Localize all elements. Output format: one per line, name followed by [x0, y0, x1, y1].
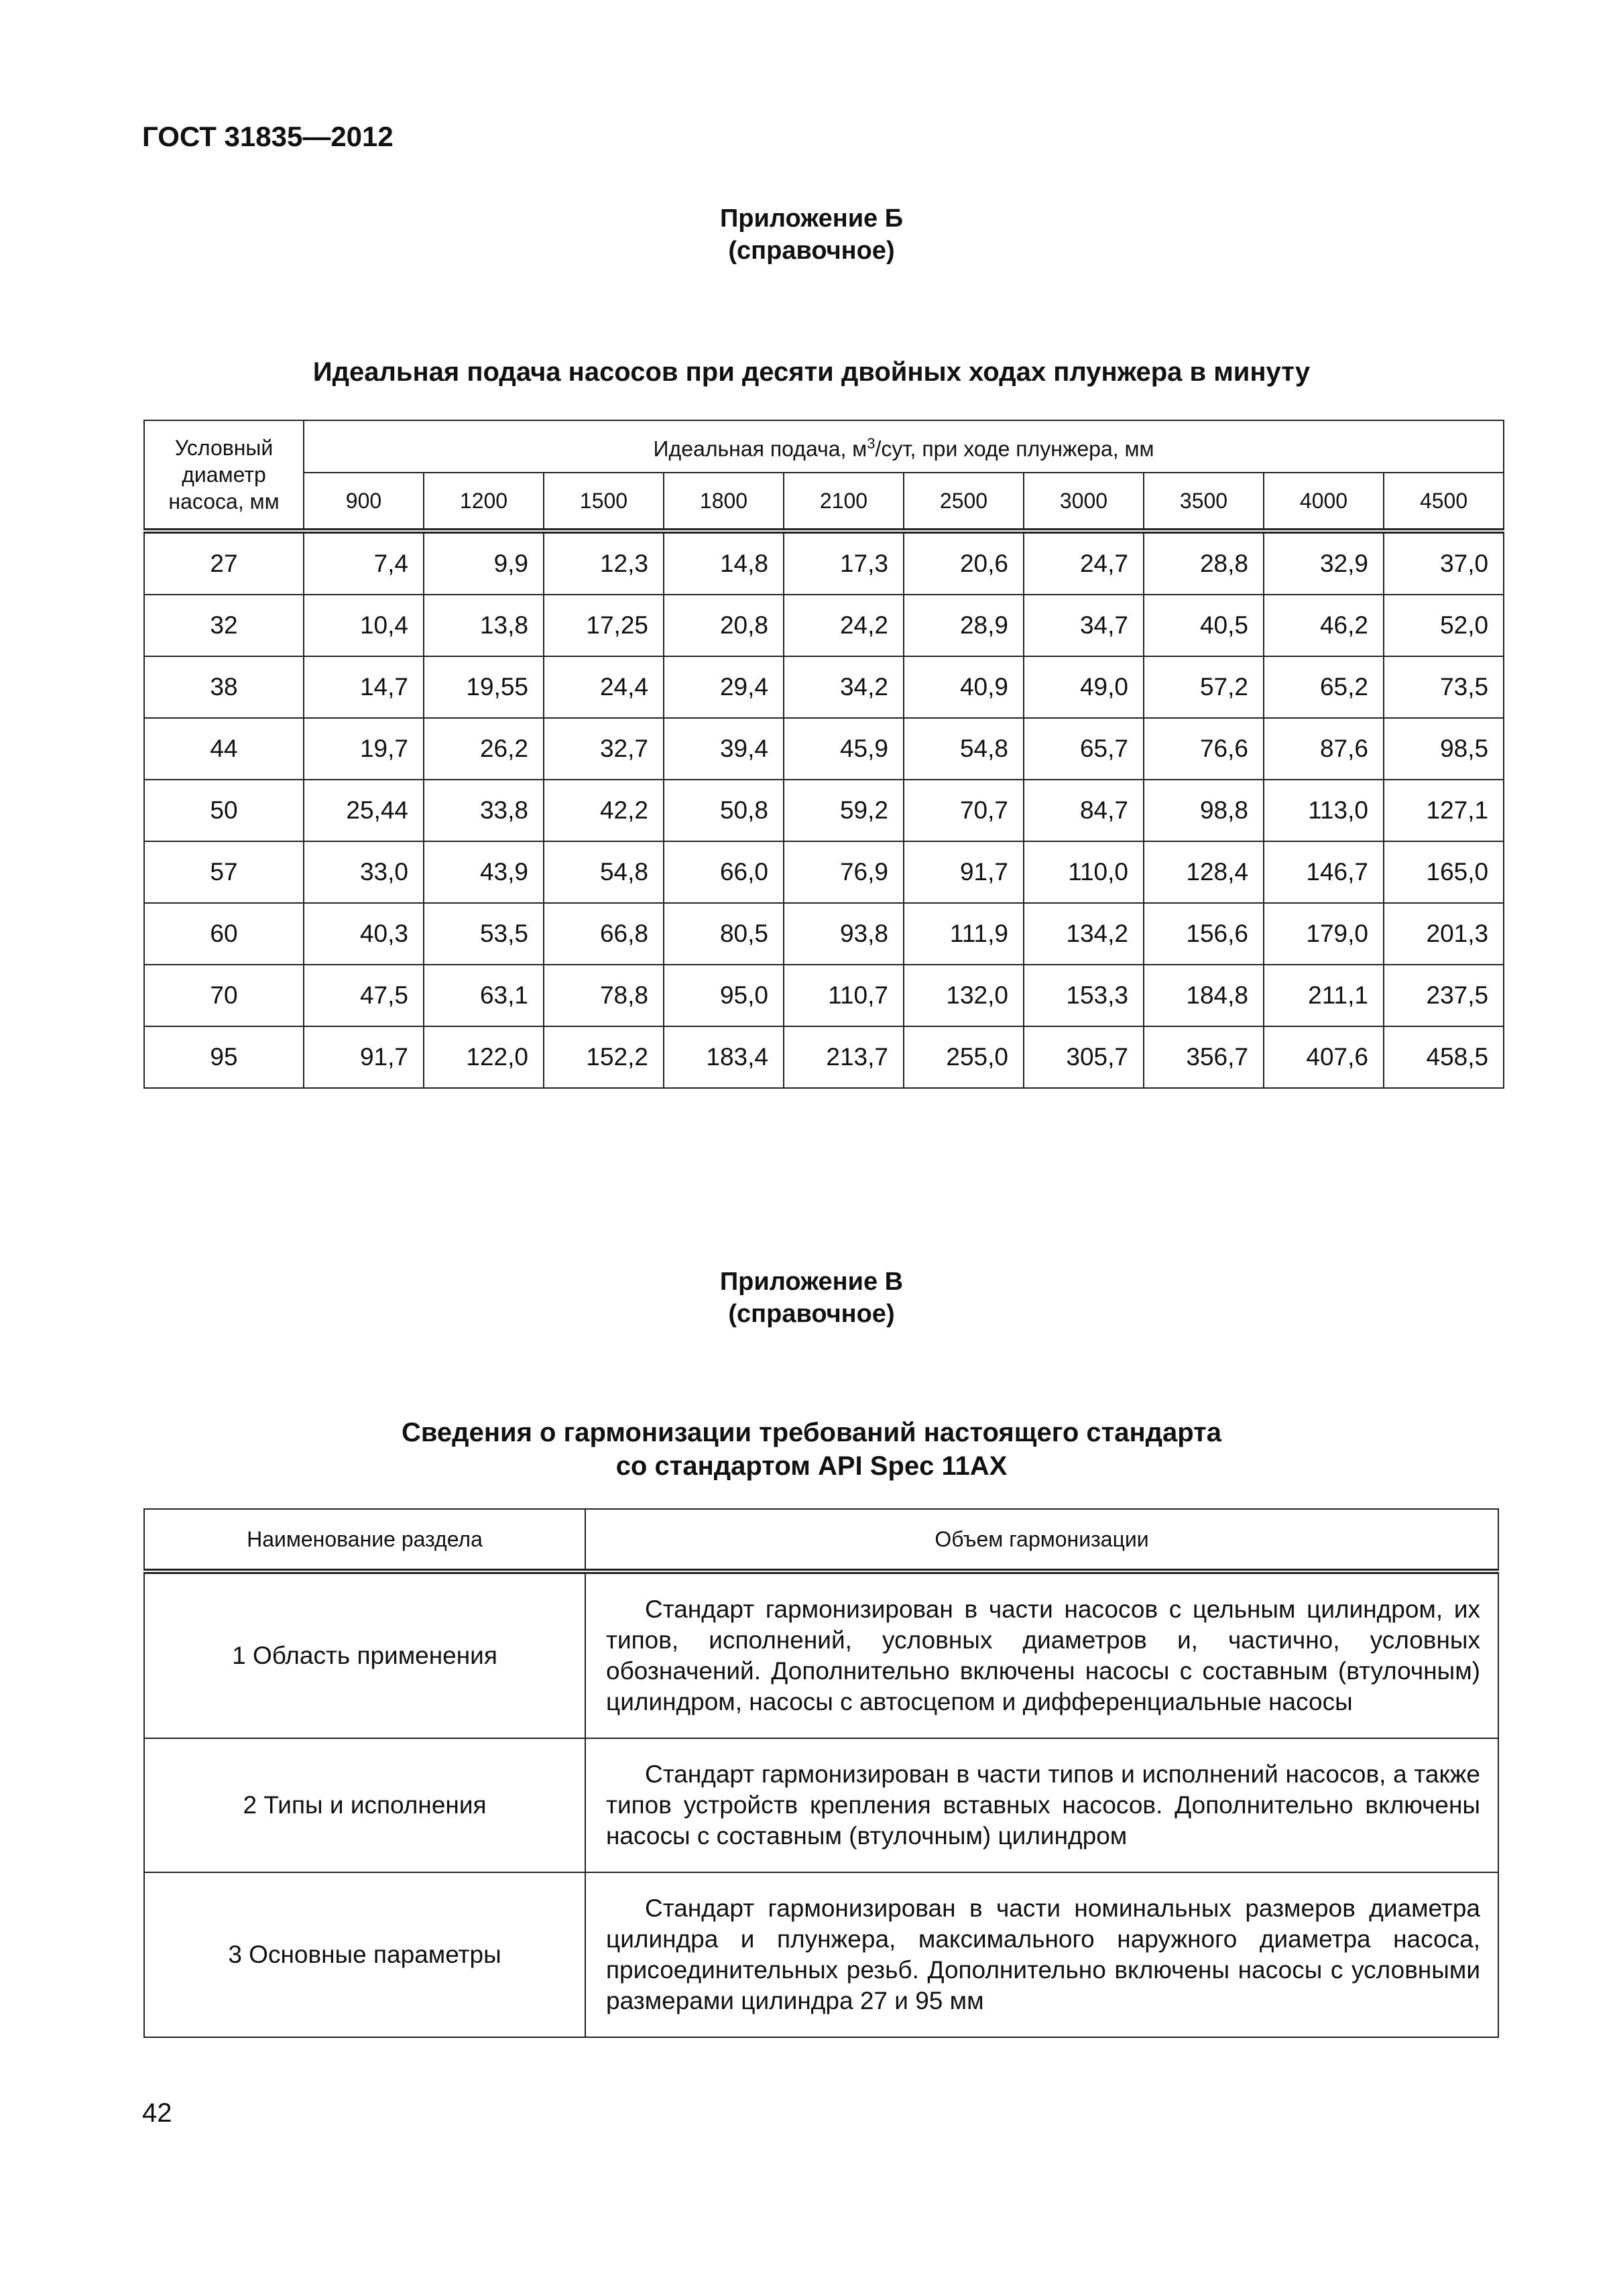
feed-value-cell: 153,3 [1024, 965, 1144, 1026]
feed-group-header: Идеальная подача, $м^3$/сут, при ходе плунжера, мм [304, 420, 1504, 473]
feed-value-cell: 128,4 [1144, 841, 1264, 903]
feed-value-cell: 146,7 [1264, 841, 1384, 903]
feed-value-cell: 43,9 [424, 841, 544, 903]
annex-b-heading: Идеальная подача насосов при десяти двойных ходах плунжера в минуту [312, 357, 1311, 387]
section-name-header: Наименование раздела [144, 1509, 585, 1571]
feed-value-cell: 47,5 [304, 965, 424, 1026]
feed-value-cell: 91,7 [904, 841, 1024, 903]
annex-v-subtitle: (справочное) [728, 1300, 895, 1328]
annex-b-subtitle: (справочное) [728, 237, 895, 265]
harmonization-scope-header: Объем гармонизации [585, 1509, 1498, 1571]
feed-value-cell: 213,7 [784, 1026, 904, 1088]
stroke-column-header: 3500 [1144, 473, 1264, 531]
feed-value-cell: 211,1 [1264, 965, 1384, 1026]
feed-value-cell: 127,1 [1384, 780, 1504, 841]
feed-value-cell: 39,4 [664, 718, 784, 780]
feed-value-cell: 46,2 [1264, 595, 1384, 656]
table-row [144, 718, 1504, 780]
feed-value-cell: 407,6 [1264, 1026, 1384, 1088]
feed-value-cell: 66,8 [544, 903, 664, 965]
feed-value-cell: 28,8 [1144, 531, 1264, 595]
feed-value-cell: 17,3 [784, 531, 904, 595]
table-row [144, 780, 1504, 841]
feed-value-cell: 122,0 [424, 1026, 544, 1088]
diameter-cell: 38 [144, 656, 304, 718]
diameter-cell: 32 [144, 595, 304, 656]
feed-value-cell: 28,9 [904, 595, 1024, 656]
feed-value-cell: 42,2 [544, 780, 664, 841]
feed-value-cell: 29,4 [664, 656, 784, 718]
feed-value-cell: 458,5 [1384, 1026, 1504, 1088]
feed-value-cell: 255,0 [904, 1026, 1024, 1088]
feed-value-cell: 132,0 [904, 965, 1024, 1026]
feed-value-cell: 17,25 [544, 595, 664, 656]
feed-value-cell: 113,0 [1264, 780, 1384, 841]
feed-value-cell: 184,8 [1144, 965, 1264, 1026]
feed-value-cell: 24,7 [1024, 531, 1144, 595]
diameter-cell: 44 [144, 718, 304, 780]
feed-value-cell: 19,7 [304, 718, 424, 780]
feed-value-cell: 14,7 [304, 656, 424, 718]
feed-value-cell: 34,2 [784, 656, 904, 718]
feed-value-cell: 305,7 [1024, 1026, 1144, 1088]
table-row [144, 965, 1504, 1026]
harmonization-text: Стандарт гармонизирован в части номинальных размеров диаметра цилиндра и плунжера, максимального наружного диаметра насоса, присоединительных резьб. Дополнительно включены насосы с условными размерами цилиндра 27 и 95 мм [606, 1894, 1480, 2014]
feed-value-cell: 165,0 [1384, 841, 1504, 903]
feed-value-cell: 63,1 [424, 965, 544, 1026]
feed-value-cell: 73,5 [1384, 656, 1504, 718]
feed-value-cell: 26,2 [424, 718, 544, 780]
harmonization-scope-cell [585, 1738, 1498, 1872]
table-row [144, 1738, 1498, 1872]
stroke-column-header: 2500 [904, 473, 1024, 531]
feed-value-cell: 37,0 [1384, 531, 1504, 595]
diameter-cell: 60 [144, 903, 304, 965]
diameter-cell: 70 [144, 965, 304, 1026]
feed-value-cell: 70,7 [904, 780, 1024, 841]
feed-value-cell: 80,5 [664, 903, 784, 965]
feed-value-cell: 179,0 [1264, 903, 1384, 965]
feed-value-cell: 65,7 [1024, 718, 1144, 780]
feed-value-cell: 93,8 [784, 903, 904, 965]
feed-value-cell: 24,4 [544, 656, 664, 718]
feed-value-cell: 76,6 [1144, 718, 1264, 780]
feed-value-cell: 24,2 [784, 595, 904, 656]
feed-value-cell: 33,8 [424, 780, 544, 841]
feed-value-cell: 66,0 [664, 841, 784, 903]
section-name-cell: 1 Область применения [144, 1571, 585, 1738]
feed-value-cell: 237,5 [1384, 965, 1504, 1026]
stroke-column-header: 1800 [664, 473, 784, 531]
document-code: ГОСТ 31835—2012 [142, 121, 394, 152]
harmonization-scope-cell [585, 1571, 1498, 1738]
feed-value-cell: 54,8 [544, 841, 664, 903]
feed-value-cell: 87,6 [1264, 718, 1384, 780]
section-name-cell: 3 Основные параметры [144, 1872, 585, 2037]
feed-value-cell: 45,9 [784, 718, 904, 780]
feed-value-cell: 156,6 [1144, 903, 1264, 965]
feed-value-cell: 110,0 [1024, 841, 1144, 903]
feed-value-cell: 111,9 [904, 903, 1024, 965]
feed-value-cell: 98,8 [1144, 780, 1264, 841]
page-number: 42 [142, 2098, 172, 2128]
feed-value-cell: 20,8 [664, 595, 784, 656]
table-row [144, 841, 1504, 903]
stroke-column-header: 4000 [1264, 473, 1384, 531]
feed-value-cell: 13,8 [424, 595, 544, 656]
feed-value-cell: 12,3 [544, 531, 664, 595]
annex-v-title: Приложение В [719, 1268, 904, 1296]
table-row [144, 1872, 1498, 2037]
table-row [144, 1571, 1498, 1738]
stroke-column-header: 1200 [424, 473, 544, 531]
feed-value-cell: 20,6 [904, 531, 1024, 595]
feed-value-cell: 78,8 [544, 965, 664, 1026]
feed-table [143, 420, 1504, 1089]
feed-value-cell: 134,2 [1024, 903, 1144, 965]
table-row [144, 595, 1504, 656]
feed-value-cell: 65,2 [1264, 656, 1384, 718]
stroke-column-header: 3000 [1024, 473, 1144, 531]
section-name-cell: 2 Типы и исполнения [144, 1738, 585, 1872]
feed-value-cell: 9,9 [424, 531, 544, 595]
stroke-column-header: 2100 [784, 473, 904, 531]
diameter-cell: 50 [144, 780, 304, 841]
feed-value-cell: 76,9 [784, 841, 904, 903]
feed-value-cell: 52,0 [1384, 595, 1504, 656]
feed-value-cell: 356,7 [1144, 1026, 1264, 1088]
harmonization-table [143, 1508, 1499, 2038]
feed-value-cell: 57,2 [1144, 656, 1264, 718]
feed-value-cell: 110,7 [784, 965, 904, 1026]
harmonization-text: Стандарт гармонизирован в части насосов с цельным цилиндром, их типов, исполнений, условных диаметров и, частично, условных обозначений. Дополнительно включены насосы с составным (втулочным) цилиндром, насосы с автосцепом и дифференциальные насосы [606, 1595, 1480, 1715]
feed-value-cell: 32,7 [544, 718, 664, 780]
feed-value-cell: 25,44 [304, 780, 424, 841]
annex-v-heading-line2: со стандартом API Spec 11AX [615, 1451, 1008, 1481]
feed-value-cell: 40,3 [304, 903, 424, 965]
feed-value-cell: 95,0 [664, 965, 784, 1026]
feed-value-cell: 59,2 [784, 780, 904, 841]
diameter-column-header: Условный диаметр насоса, мм [144, 420, 304, 531]
feed-value-cell: 84,7 [1024, 780, 1144, 841]
feed-value-cell: 183,4 [664, 1026, 784, 1088]
feed-value-cell: 53,5 [424, 903, 544, 965]
table-row [144, 656, 1504, 718]
table-row [144, 1026, 1504, 1088]
harmonization-scope-cell [585, 1872, 1498, 2037]
harmonization-text: Стандарт гармонизирован в части типов и исполнений насосов, а также типов устройств крепления вставных насосов. Дополнительно включены насосы с составным (втулочным) цилиндром [606, 1760, 1480, 1850]
feed-value-cell: 14,8 [664, 531, 784, 595]
feed-value-cell: 91,7 [304, 1026, 424, 1088]
table-row [144, 903, 1504, 965]
annex-b-title: Приложение Б [719, 204, 904, 233]
feed-value-cell: 152,2 [544, 1026, 664, 1088]
feed-value-cell: 54,8 [904, 718, 1024, 780]
feed-value-cell: 201,3 [1384, 903, 1504, 965]
feed-value-cell: 7,4 [304, 531, 424, 595]
feed-value-cell: 19,55 [424, 656, 544, 718]
feed-value-cell: 40,5 [1144, 595, 1264, 656]
feed-value-cell: 49,0 [1024, 656, 1144, 718]
feed-value-cell: 33,0 [304, 841, 424, 903]
diameter-cell: 57 [144, 841, 304, 903]
diameter-cell: 27 [144, 531, 304, 595]
diameter-cell: 95 [144, 1026, 304, 1088]
feed-value-cell: 98,5 [1384, 718, 1504, 780]
feed-value-cell: 40,9 [904, 656, 1024, 718]
feed-value-cell: 10,4 [304, 595, 424, 656]
stroke-column-header: 1500 [544, 473, 664, 531]
feed-value-cell: 32,9 [1264, 531, 1384, 595]
feed-value-cell: 34,7 [1024, 595, 1144, 656]
table-row [144, 531, 1504, 595]
feed-value-cell: 50,8 [664, 780, 784, 841]
stroke-column-header: 4500 [1384, 473, 1504, 531]
stroke-column-header: 900 [304, 473, 424, 531]
annex-v-heading-line1: Сведения о гармонизации требований настоящего стандарта [401, 1418, 1222, 1447]
